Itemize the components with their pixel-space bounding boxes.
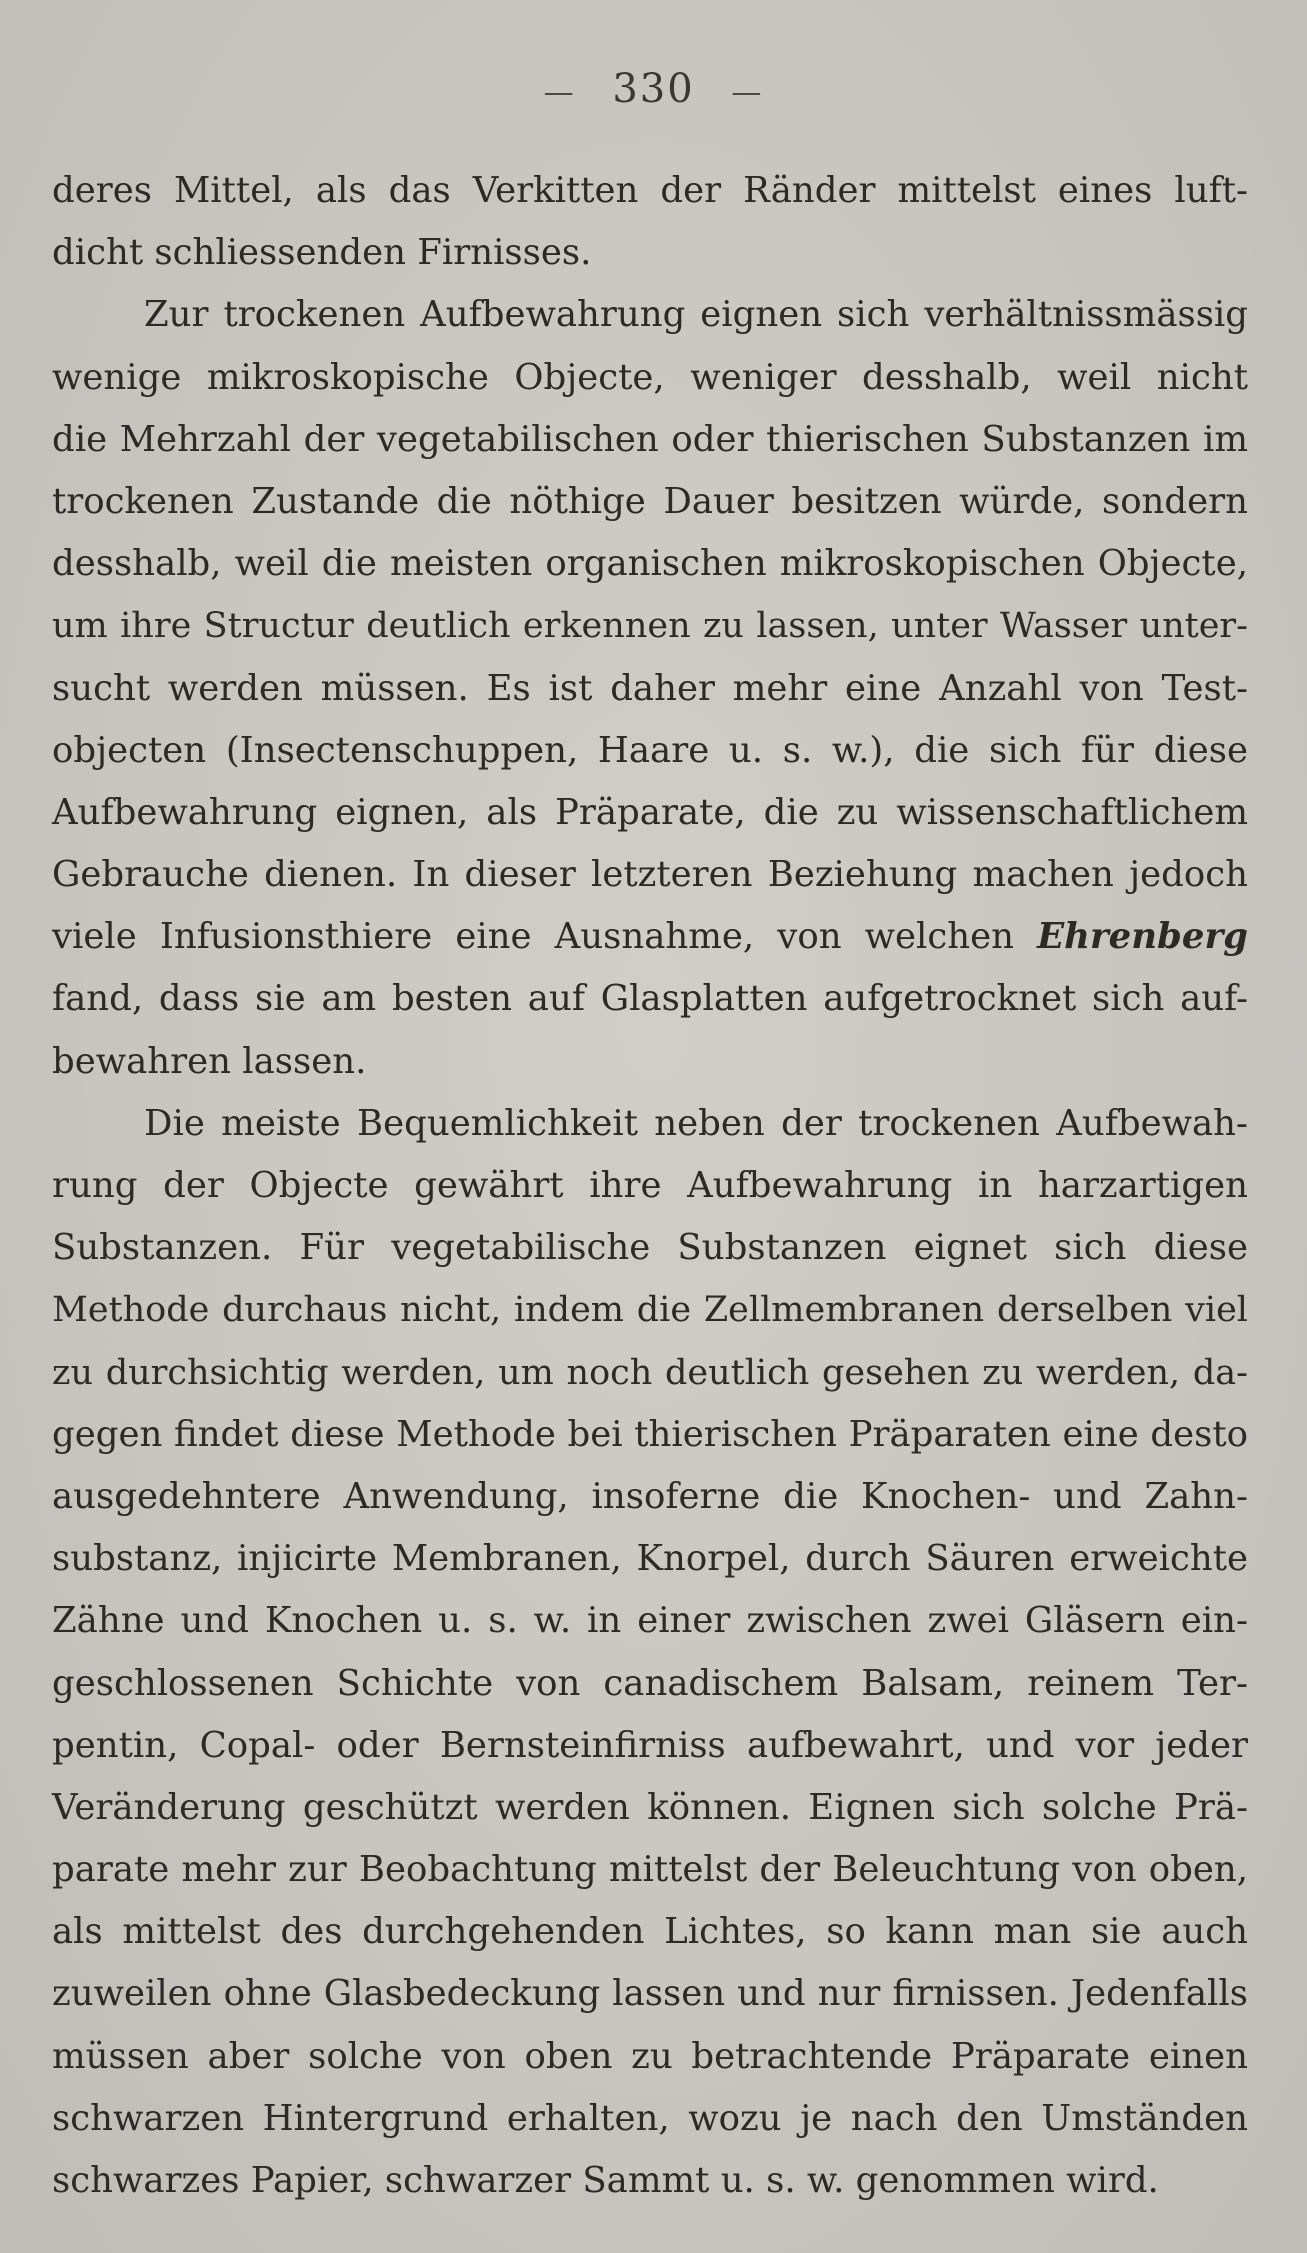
text-line: rung der Objecte gewährt ihre Aufbewahrung in harzartigen xyxy=(52,1165,1248,1206)
text-line: zu durchsichtig werden, um noch deutlich gesehen zu werden, da- xyxy=(52,1352,1248,1393)
text-line: parate mehr zur Beobachtung mittelst der Beleuchtung von oben, xyxy=(52,1849,1248,1891)
text-line: Substanzen. Für vegetabilische Substanzen eignet sich diese xyxy=(52,1227,1248,1269)
text-line: schwarzes Papier, schwarzer Sammt u. s. w. genommen wird. xyxy=(52,2160,1159,2201)
text-line: desshalb, weil die meisten organischen mikroskopischen Objecte, xyxy=(52,543,1248,585)
text-line: zuweilen ohne Glasbedeckung lassen und nur firnissen. Jedenfalls xyxy=(52,1973,1248,2015)
text-line: bewahren lassen. xyxy=(52,1040,367,1082)
text-line: Methode durchaus nicht, indem die Zellmembranen derselben viel xyxy=(52,1290,1248,1331)
text-line: Gebrauche dienen. In dieser letzteren Beziehung machen jedoch xyxy=(52,854,1248,896)
text-line: Veränderung geschützt werden können. Eignen sich solche Prä- xyxy=(52,1786,1248,1828)
text-line: schwarzen Hintergrund erhalten, wozu je nach den Umständen xyxy=(52,2097,1248,2139)
text-line: wenige mikroskopische Objecte, weniger desshalb, weil nicht xyxy=(52,356,1248,398)
text-line: um ihre Structur deutlich erkennen zu lassen, unter Wasser unter- xyxy=(52,606,1248,647)
text-line: trockenen Zustande die nöthige Dauer besitzen würde, sondern xyxy=(52,480,1248,522)
header-dash-right: — xyxy=(731,75,764,110)
header-dash-left: — xyxy=(543,75,576,110)
text-line: sucht werden müssen. Es ist daher mehr eine Anzahl von Test- xyxy=(52,667,1248,709)
page-number: 330 xyxy=(612,66,695,112)
text-line: müssen aber solche von oben zu betrachtende Präparate einen xyxy=(52,2035,1248,2077)
author-name-ehrenberg: Ehrenberg xyxy=(1037,916,1248,958)
text-line: als mittelst des durchgehenden Lichtes, so kann man sie auch xyxy=(52,1911,1248,1953)
text-line-start: viele Infusionsthiere eine Ausnahme, von welchen xyxy=(52,916,1014,958)
text-line-with-name xyxy=(52,906,1248,968)
text-line: deres Mittel, als das Verkitten der Ränder mittelst eines luft- xyxy=(52,170,1248,211)
text-line: die Mehrzahl der vegetabilischen oder thierischen Substanzen im xyxy=(52,418,1248,460)
text-line: pentin, Copal- oder Bernsteinfirniss aufbewahrt, und vor jeder xyxy=(52,1724,1248,1766)
text-line: dicht schliessenden Firnisses. xyxy=(52,232,592,274)
text-line: Zur trockenen Aufbewahrung eignen sich verhältnissmässig xyxy=(144,294,1248,336)
text-line: geschlossenen Schichte von canadischem Balsam, reinem Ter- xyxy=(52,1662,1248,1704)
page-header xyxy=(0,66,1307,112)
text-line: fand, dass sie am besten auf Glasplatten aufgetrocknet sich auf- xyxy=(52,978,1248,1020)
text-line: ausgedehntere Anwendung, insoferne die Knochen- und Zahn- xyxy=(52,1475,1248,1517)
text-line: gegen findet diese Methode bei thierischen Präparaten eine desto xyxy=(52,1413,1248,1455)
text-line: Zähne und Knochen u. s. w. in einer zwischen zwei Gläsern ein- xyxy=(52,1600,1248,1642)
text-line: Die meiste Bequemlichkeit neben der trockenen Aufbewah- xyxy=(144,1102,1248,1144)
text-line: objecten (Insectenschuppen, Haare u. s. w.), die sich für diese xyxy=(52,729,1248,771)
text-line: substanz, injicirte Membranen, Knorpel, durch Säuren erweichte xyxy=(52,1538,1248,1580)
body-text xyxy=(52,160,1248,2212)
text-line: Aufbewahrung eignen, als Präparate, die zu wissenschaftlichem xyxy=(52,791,1248,833)
